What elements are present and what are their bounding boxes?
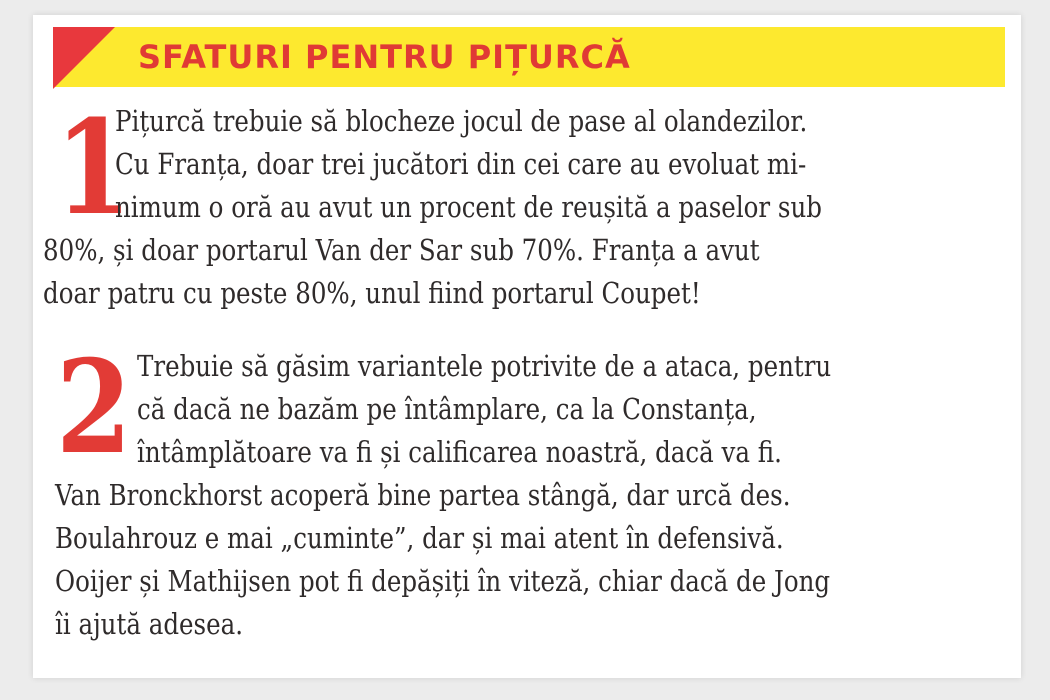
- tip-text-line: Cu Franța, doar trei jucători din cei care au evoluat mi-: [115, 148, 807, 181]
- tip-text-line: întâmplătoare va fi și calificarea noastră, dacă va fi.: [137, 436, 782, 469]
- tip-text-line: îi ajută adesea.: [55, 608, 244, 641]
- tip-number: 2: [56, 333, 132, 483]
- tip-text-line: Trebuie să găsim variantele potrivite de a ataca, pentru: [137, 350, 832, 383]
- tip-text-line: Pițurcă trebuie să blocheze jocul de pase al olandezilor.: [115, 105, 808, 138]
- tip-text-line: Boulahrouz e mai „cuminte”, dar și mai atent în defensivă.: [55, 522, 784, 555]
- tip-text-line: nimum o oră au avut un procent de reușită a paselor sub: [115, 191, 822, 224]
- tips-box: [33, 15, 1021, 678]
- box-title: SFATURI PENTRU PIȚURCĂ: [138, 38, 631, 76]
- tip-text-line: că dacă ne bazăm pe întâmplare, ca la Constanța,: [137, 393, 757, 426]
- tip-text-line: doar patru cu peste 80%, unul fiind portarul Coupet!: [43, 277, 701, 310]
- tip-text-line: Ooijer și Mathijsen pot fi depășiți în viteză, chiar dacă de Jong: [55, 565, 831, 598]
- tip-text-line: Van Bronckhorst acoperă bine partea stângă, dar urcă des.: [55, 479, 791, 512]
- tip-number: 1: [55, 91, 132, 244]
- corner-triangle: [53, 27, 115, 89]
- tip-text-line: 80%, și doar portarul Van der Sar sub 70%. Franța a avut: [43, 234, 760, 267]
